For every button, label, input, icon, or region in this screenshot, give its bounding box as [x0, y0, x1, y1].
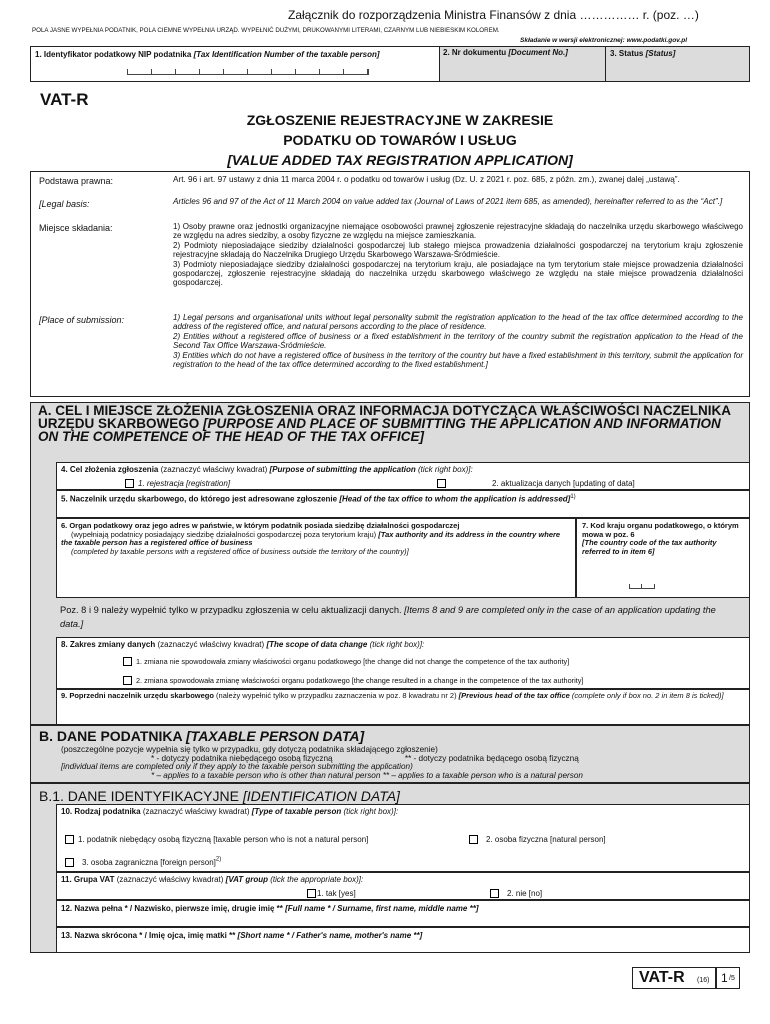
- type-foreign-option[interactable]: 3. osoba zagraniczna [foreign person]$^{2)}$: [65, 854, 221, 872]
- checkbox[interactable]: [123, 676, 132, 685]
- field-10-type: 10. Rodzaj podatnika (zaznaczyć właściwy kwadrat) [Type of taxable person (tick right box)]: 1. podatnik niebędący osobą fizyczną [taxable person who is not a natural person] 2. osoba fizyczna [natural person] 3. osoba zagraniczna [foreign person]$^{2)}$: [56, 804, 750, 872]
- section-b-title: B. DANE PODATNIKA [TAXABLE PERSON DATA]: [39, 728, 365, 744]
- vat-group-yes-option[interactable]: 1. tak [yes]: [307, 885, 356, 903]
- field-9-previous-head[interactable]: 9. Poprzedni naczelnik urzędu skarbowego (należy wypełnić tylko w przypadku zaznaczenia w poz. 8 kwadratu nr 2) [Previous head of the tax office (complete only if box no. 2 in item 8 is ticked)]: [56, 689, 750, 725]
- legal-basis-block: Podstawa prawna: Art. 96 i art. 97 ustawy z dnia 11 marca 2004 r. o podatku od towarów i usług (Dz. U. z 2021 r. poz. 685, z późn. zm.), zwanej dalej „ustawą”. [Legal basis: Articles 96 and 97 of the Act of 11 March 2004 on value added tax (Journal of Laws of 2021 item 685, as amended), hereinafter referred to as the “Act”.] Miejsce składania: 1) Osoby prawne oraz jednostki organizacyjne niemające osobowości prawnej zgłoszenie rejestracyjne składają do naczelnika urzędu skarbowego właściwego ze względu na adres siedziby, a osoby fizyczne ze względu na miejsce zamieszkania. 2) Podmioty nieposiadające siedziby działalności gospodarczej lub stałego miejsca prowadzenia działalności gospodarczej na terytorium kraju zgłoszenie rejestracyjne składają do Naczelnika Drugiego Urzędu Skarbowego Warszawa-Śródmieście. 3) Podmioty nieposiadające siedziby działalności gospodarczej na terytorium kraju, ale posiadające na tym terytorium stałe miejsce prowadzenia działalności gospodarczej, zgłoszenie rejestracyjne składają do naczelnika urzędu skarbowego właściwego ze względu na stałe miejsce prowadzenia działalności gospodarczej. [Place of submission: 1) Legal persons and organisational units without legal personality submit the registration application to the head of the tax office determined according to the address of the registered office, and natural persons according to the place of residence. 2) Entities without a registered office of business or a fixed establishment in the territory of the country submit the registration application to the Head of the Second Tax Office Warszawa-Śródmieście. 3) Entities which do not have a registered office of business in the territory of the country but have a fixed establishment in this territory, submit the application for registration to the head of the tax office determined according to the fixed establishment.]: [30, 171, 750, 397]
- field-12-full-name[interactable]: 12. Nazwa pełna * / Nazwisko, pierwsze imię, drugie imię ** [Full name * / Surname, first name, middle name **]: [56, 900, 750, 927]
- checkbox[interactable]: [123, 657, 132, 666]
- type-natural-option[interactable]: 2. osoba fizyczna [natural person]: [469, 831, 606, 849]
- footer-form-code: VAT-R (16): [632, 967, 716, 989]
- scope-change-option[interactable]: 2. zmiana spowodowała zmianę właściwości organu podatkowego [the change resulted in a change in the competence of the tax authority]: [123, 672, 583, 690]
- field-8-scope-change: 8. Zakres zmiany danych (zaznaczyć właściwy kwadrat) [The scope of data change (tick right box)]: 1. zmiana nie spowodowała zmiany właściwości organu podatkowego [the change did not change the competence of the tax authority] 2. zmiana spowodowała zmianę właściwości organu podatkowego [the change resulted in a change in the competence of the tax authority]: [56, 637, 750, 689]
- section-b: B. DANE PODATNIKA [TAXABLE PERSON DATA] (poszczególne pozycje wypełnia się tylko w przypadku, gdy dotyczą podatnika składającego zgłoszenie) * - dotyczy podatnika niebędącego osobą fizyczną ** - dotyczy podatnika będącego osobą fizyczną [individual items are completed only if they apply to the taxable person submitting the application) * – applies to a taxable person who is other than natural person ** – applies to a taxable person who is a natural person: [30, 725, 750, 783]
- doc-number-field: 2. Nr dokumentu [Document No.]: [443, 48, 568, 57]
- checkbox[interactable]: [490, 889, 499, 898]
- field-4-purpose: 4. Cel złożenia zgłoszenia (zaznaczyć właściwy kwadrat) [Purpose of submitting the application (tick right box)]: 1. rejestracja [registration] 2. aktualizacja danych [updating of data]: [56, 462, 750, 490]
- checkbox[interactable]: [125, 479, 134, 488]
- checkbox[interactable]: [469, 835, 478, 844]
- annex-line: Załącznik do rozporządzenia Ministra Finansów z dnia …………… r. (poz. …): [288, 8, 699, 22]
- field-7-country-code[interactable]: 7. Kod kraju organu podatkowego, o którym mowa w poz. 6 [The country code of the tax authority referred to in item 6]: [576, 518, 750, 598]
- field-13-short-name[interactable]: 13. Nazwa skrócona * / Imię ojca, imię matki ** [Short name * / Father's name, mother's name **]: [56, 927, 750, 953]
- field-11-vat-group: 11. Grupa VAT (zaznaczyć właściwy kwadrat) [VAT group (tick the appropriate box)]: 1. tak [yes] 2. nie [no]: [56, 872, 750, 900]
- field-6-tax-authority[interactable]: 6. Organ podatkowy oraz jego adres w państwie, w którym podatnik posiada siedzibę działalności gospodarczej (wypełniają podatnicy posiadający siedzibę działalności gospodarczej poza terytorium kraju) [Tax authority and its address in the country where the taxable person has a registered office of business (completed by taxable persons with a registered office of business outside the territory of the country)]: [56, 518, 576, 598]
- status-field: 3. Status [Status]: [605, 46, 751, 82]
- nip-field[interactable]: 1. Identyfikator podatkowy NIP podatnika [Tax Identification Number of the taxable person]: [30, 46, 440, 82]
- form-title: ZGŁOSZENIE REJESTRACYJNE W ZAKRESIE PODATKU OD TOWARÓW I USŁUG [VALUE ADDED TAX REGISTRATION APPLICATION]: [227, 112, 573, 168]
- form-code: VAT-R: [40, 90, 89, 109]
- note-items-8-9: Poz. 8 i 9 należy wypełnić tylko w przypadku zgłoszenia w celu aktualizacji danych. [Items 8 and 9 are completed only in the case of an application updating the data.]: [60, 605, 716, 629]
- nip-digit-boxes: [127, 69, 369, 75]
- scope-no-change-option[interactable]: 1. zmiana nie spowodowała zmiany właściwości organu podatkowego [the change did not change the competence of the tax authority]: [123, 653, 569, 671]
- footer-page-number: 1 /5: [716, 967, 740, 989]
- vat-group-no-option[interactable]: 2. nie [no]: [490, 885, 542, 903]
- checkbox[interactable]: [65, 858, 74, 867]
- section-b1-title: B.1. DANE IDENTYFIKACYJNE [IDENTIFICATION DATA]: [39, 788, 400, 804]
- field-5-tax-office[interactable]: 5. Naczelnik urzędu skarbowego, do którego jest adresowane zgłoszenie [Head of the tax office to whom the application is addressed]$^{1)}$: [56, 490, 750, 518]
- checkbox[interactable]: [65, 835, 74, 844]
- country-code-boxes: [629, 584, 655, 589]
- section-a-title: A. CEL I MIEJSCE ZŁOŻENIA ZGŁOSZENIA ORAZ INFORMACJA DOTYCZĄCA WŁAŚCIWOŚCI NACZELNIKA URZĘDU SKARBOWEGO [PURPOSE AND PLACE OF SUBMITTING THE APPLICATION AND INFORMATION ON THE COMPETENCE OF THE HEAD OF THE TAX OFFICE]: [38, 403, 731, 444]
- purpose-update-option[interactable]: 2. aktualizacja danych [updating of data]: [437, 475, 635, 493]
- checkbox[interactable]: [437, 479, 446, 488]
- checkbox[interactable]: [307, 889, 316, 898]
- fill-note: POLA JASNE WYPEŁNIA PODATNIK, POLA CIEMNE WYPEŁNIA URZĄD. WYPEŁNIĆ DUŻYMI, DRUKOWANYMI LITERAMI, CZARNYM LUB NIEBIESKIM KOLOREM.: [32, 27, 500, 34]
- purpose-registration-option[interactable]: 1. rejestracja [registration]: [125, 475, 230, 493]
- e-version-note: Składanie w wersji elektronicznej: www.podatki.gov.pl: [520, 37, 687, 44]
- type-non-natural-option[interactable]: 1. podatnik niebędący osobą fizyczną [taxable person who is not a natural person]: [65, 831, 368, 849]
